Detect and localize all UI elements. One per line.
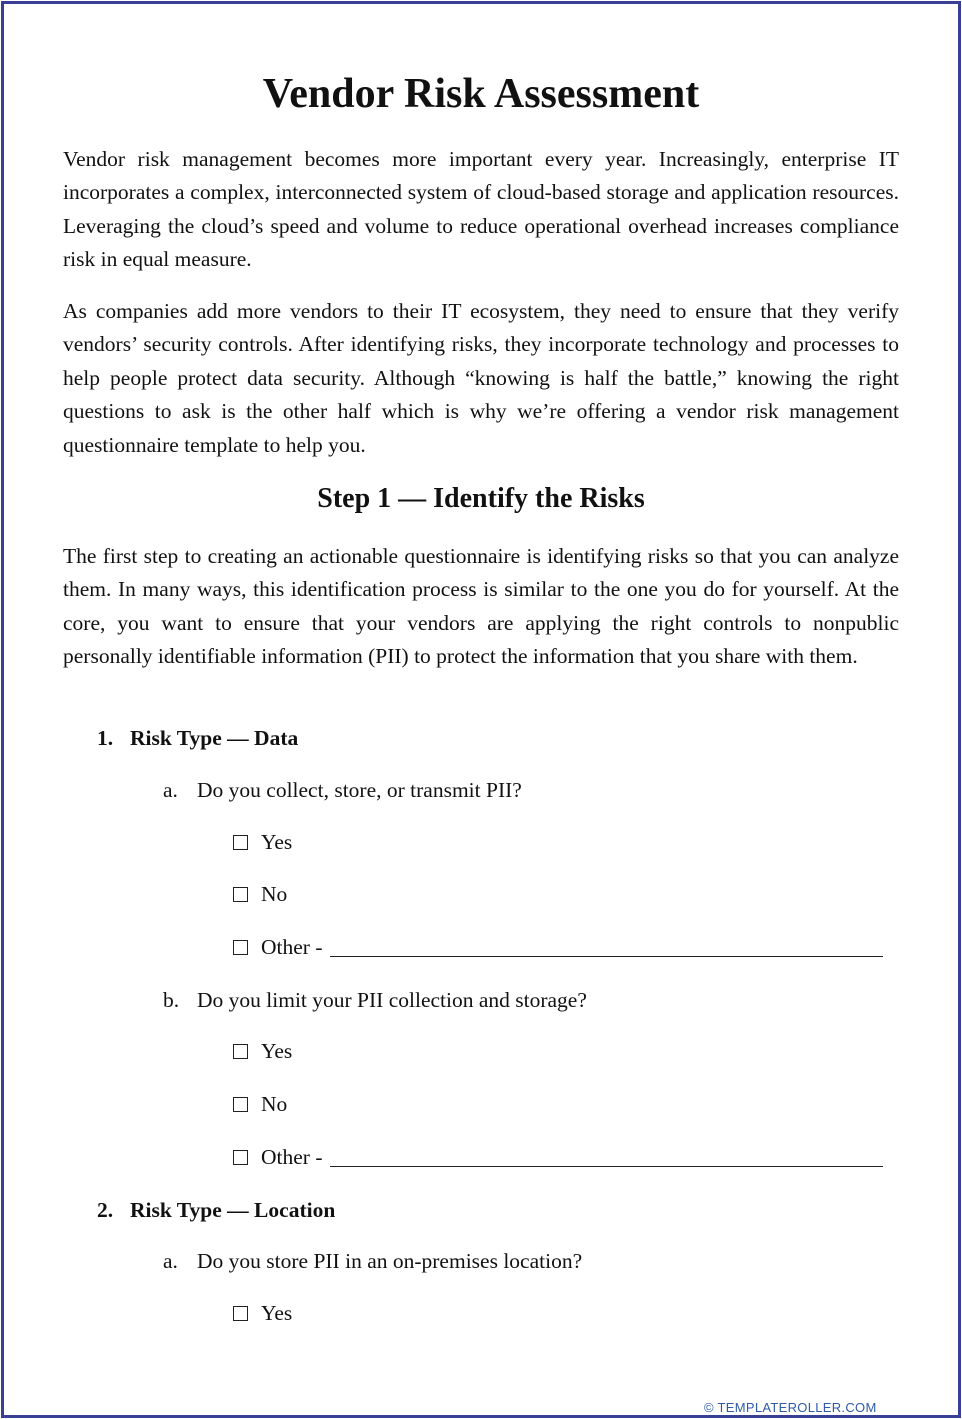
option-label: No <box>261 881 288 906</box>
question-1a-letter: a. <box>163 778 178 802</box>
option-1b-no[interactable] <box>233 1090 287 1118</box>
option-label: Yes <box>261 1038 293 1063</box>
intro-paragraph-1: Vendor risk management becomes more important every year. Increasingly, enterprise IT incorporates a complex, interconnected system of cloud-based storage and application resources. Leveraging the cloud’s speed and volume to reduce operational overhead increases compliance risk in equal measure. <box>63 147 899 272</box>
other-answer-line[interactable] <box>330 938 883 957</box>
option-label: Yes <box>261 1300 293 1325</box>
step-1-heading: Step 1 — Identify the Risks <box>317 483 645 514</box>
question-2a-text: Do you store PII in an on-premises location? <box>197 1249 583 1273</box>
option-1a-no[interactable] <box>233 880 287 908</box>
option-label: Other - <box>261 1144 323 1169</box>
option-1b-other[interactable] <box>233 1143 883 1171</box>
checkbox-icon[interactable] <box>233 1044 248 1059</box>
question-1b-letter: b. <box>163 988 180 1012</box>
question-1b-text: Do you limit your PII collection and storage? <box>197 988 587 1012</box>
option-1b-yes[interactable] <box>233 1037 292 1065</box>
question-1a-text: Do you collect, store, or transmit PII? <box>197 778 522 802</box>
page-frame <box>1 1 961 1418</box>
option-2a-yes[interactable] <box>233 1299 292 1327</box>
checkbox-icon[interactable] <box>233 887 248 902</box>
footer-watermark[interactable]: © TEMPLATEROLLER.COM <box>704 1400 877 1415</box>
step-1-paragraph: The first step to creating an actionable questionnaire is identifying risks so that you can analyze them. In many ways, this identification process is similar to the one you do for yourself. At the core, you want to ensure that your vendors are applying the right controls to nonpublic personally identifiable information (PII) to protect the information that you share with them. <box>63 544 899 669</box>
section-1-title: Risk Type — Data <box>130 726 299 750</box>
option-1a-other[interactable] <box>233 933 883 961</box>
option-1a-yes[interactable] <box>233 828 292 856</box>
section-2-title: Risk Type — Location <box>130 1198 336 1222</box>
option-label: No <box>261 1091 288 1116</box>
checkbox-icon[interactable] <box>233 835 248 850</box>
section-1-number: 1. <box>97 726 114 750</box>
checkbox-icon[interactable] <box>233 1097 248 1112</box>
checkbox-icon[interactable] <box>233 1306 248 1321</box>
document-title: Vendor Risk Assessment <box>262 71 700 117</box>
checkbox-icon[interactable] <box>233 940 248 955</box>
intro-paragraph-2: As companies add more vendors to their IT ecosystem, they need to ensure that they verify vendors’ security controls. After identifying risks, they incorporate technology and processes to help people protect data security. Although “knowing is half the battle,” knowing the right questions to ask is the other half which is why we’re offering a vendor risk management questionnaire template to help you. <box>63 299 899 457</box>
option-label: Yes <box>261 829 293 854</box>
document-page <box>4 4 958 1415</box>
option-label: Other - <box>261 934 323 959</box>
checkbox-icon[interactable] <box>233 1150 248 1165</box>
section-2-number: 2. <box>97 1198 114 1222</box>
other-answer-line[interactable] <box>330 1148 883 1167</box>
question-2a-letter: a. <box>163 1249 178 1273</box>
